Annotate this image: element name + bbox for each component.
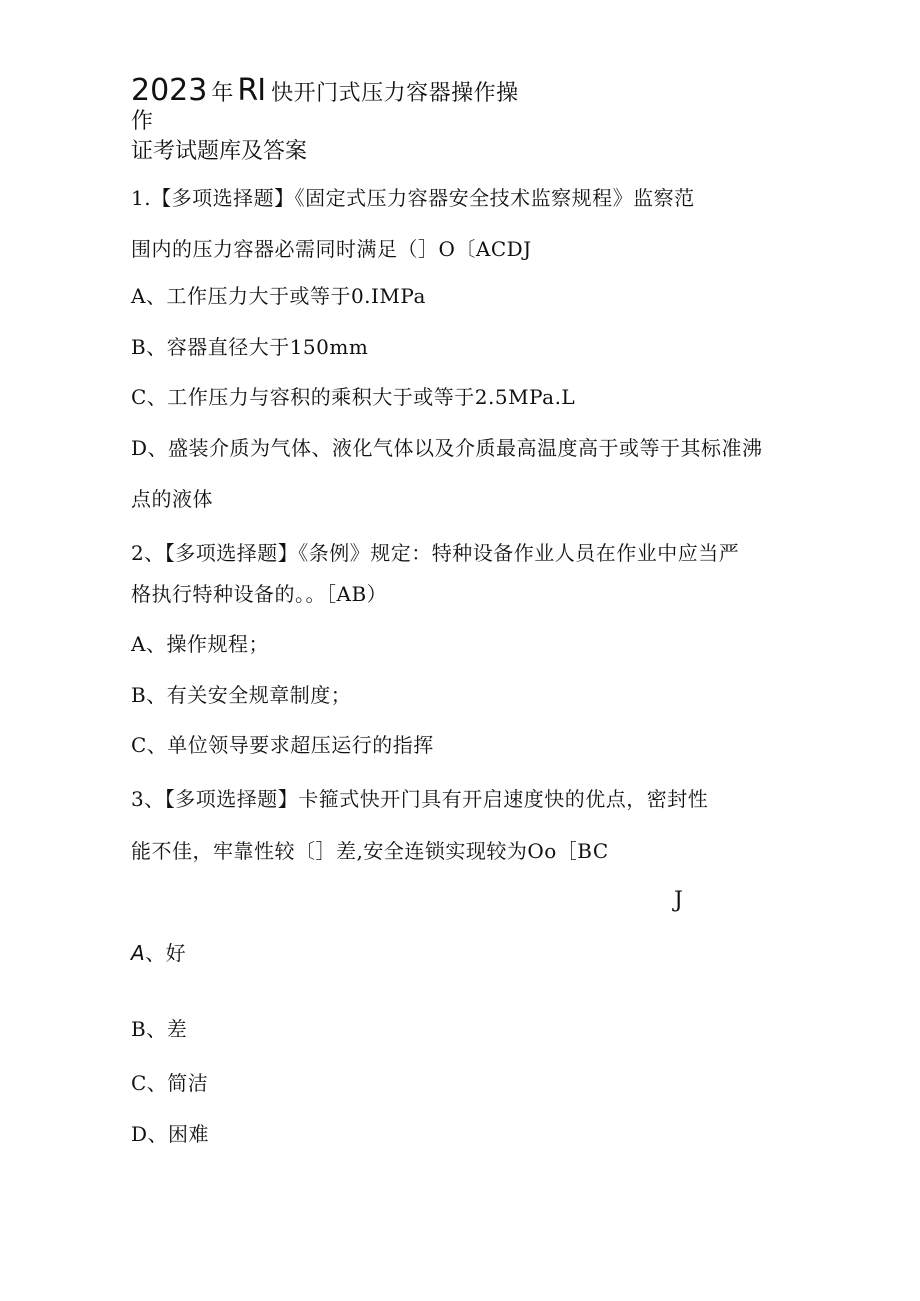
- document-title-line-2: 作: [131, 109, 154, 134]
- question-3-stem-line-1: 3、【多项选择题】卡箍式快开门具有开启速度快的优点，密封性: [131, 787, 709, 811]
- question-2-option-a: A、操作规程；: [131, 632, 269, 656]
- question-3-option-a: [131, 940, 186, 966]
- question-1-option-d-continued: 点的液体: [131, 487, 213, 511]
- question-3-stem-line-2: 能不佳，牢靠性较〔］差,安全连锁实现较为Oo［BC: [131, 839, 609, 863]
- title-year: 2023: [131, 73, 208, 108]
- question-2-stem-line-1: 2、【多项选择题】《条例》规定：特种设备作业人员在作业中应当严: [131, 541, 740, 565]
- question-2-option-c: C、单位领导要求超压运行的指挥: [131, 733, 434, 757]
- document-title-line-1: [131, 74, 519, 112]
- title-rest: 快开门式压力容器操作操: [271, 81, 519, 106]
- question-3-option-d: D、困难: [131, 1122, 210, 1146]
- title-ri: RI: [237, 73, 266, 108]
- question-1-option-c: C、工作压力与容积的乘积大于或等于2.5MPa.L: [131, 385, 576, 409]
- question-2-stem-line-2: 格执行特种设备的。。［AB）: [131, 582, 388, 606]
- question-2-option-b: B、有关安全规章制度；: [131, 683, 352, 707]
- question-1-option-b: B、容器直径大于150mm: [131, 335, 369, 359]
- document-title-line-3: 证考试题库及答案: [131, 139, 308, 164]
- question-3-option-a-letter: A: [131, 941, 146, 965]
- title-nian: 年: [211, 81, 234, 106]
- question-1-option-a: A、工作压力大于或等于0.IMPa: [131, 284, 426, 308]
- question-3-option-b: B、差: [131, 1017, 188, 1041]
- question-3-stray-bracket: J: [674, 888, 683, 913]
- question-1-stem-line-1: 1.【多项选择题】《固定式压力容器安全技术监察规程》监察范: [131, 186, 695, 210]
- question-3-option-a-text: 、好: [145, 941, 187, 965]
- question-1-stem-line-2: 围内的压力容器必需同时满足（］O〔ACDJ: [131, 237, 532, 261]
- question-1-option-d: D、盛装介质为气体、液化气体以及介质最高温度高于或等于其标准沸: [131, 436, 763, 460]
- question-3-option-c: C、简洁: [131, 1071, 209, 1095]
